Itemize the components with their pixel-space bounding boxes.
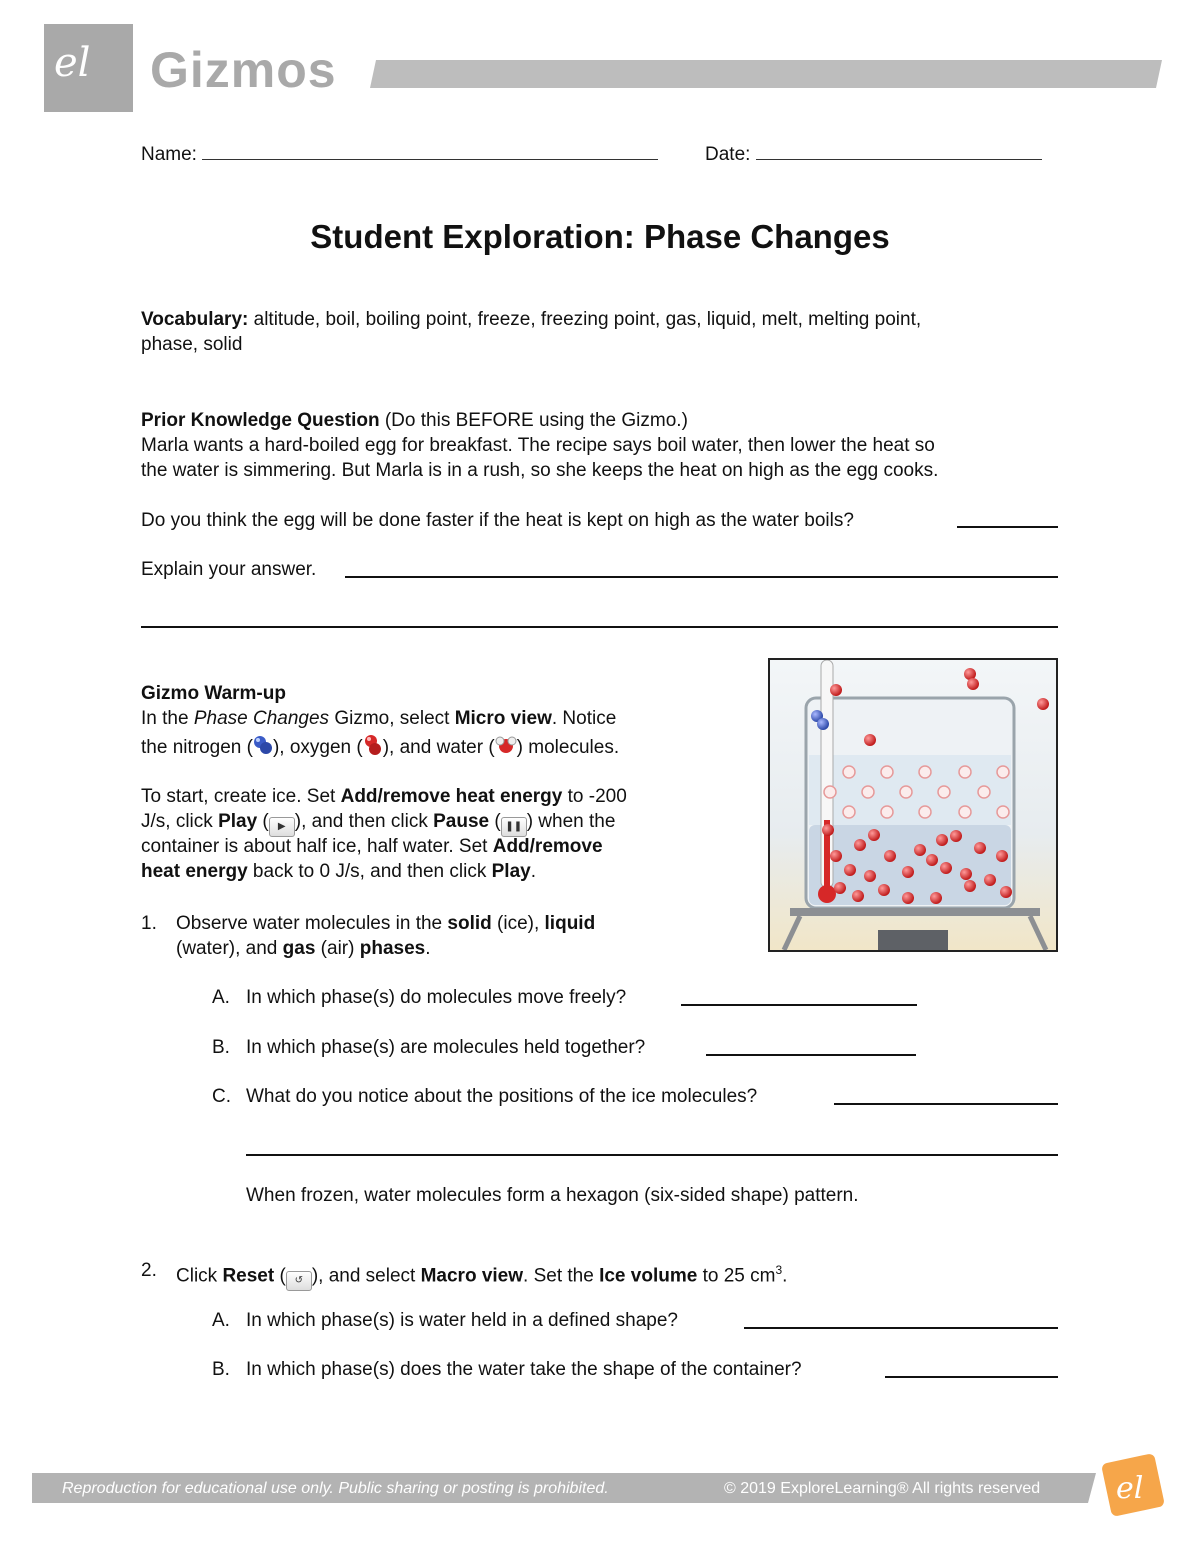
q1b-answer-line[interactable] <box>706 1054 916 1056</box>
warmup-line-1: In the Phase Changes Gizmo, select Micro view. Notice <box>141 708 617 729</box>
name-label: Name: <box>141 144 197 165</box>
q1-number: 1. <box>141 913 157 934</box>
q2b-letter: B. <box>212 1359 230 1380</box>
explain-answer-line-1[interactable] <box>345 576 1058 578</box>
explorelearning-logo: el <box>44 24 133 112</box>
prior-answer-line[interactable] <box>957 526 1058 528</box>
q1c-text: What do you notice about the positions of the ice molecules? <box>246 1086 758 1107</box>
q2-line: Click Reset ( ↺ ), and select Macro view. Set the Ice volume to 25 $cm^3$. <box>176 1258 787 1291</box>
name-line <box>202 159 658 160</box>
pause-icon: ❚❚ <box>501 817 527 837</box>
water-molecule-icon <box>495 734 517 756</box>
q1-line-2: (water), and gas (air) phases. <box>176 938 431 959</box>
warmup-line-2: the nitrogen ( ), oxygen ( ), and water ( ) molecules. <box>141 734 619 760</box>
vocabulary-line-2: phase, solid <box>141 334 243 355</box>
vocabulary-terms: altitude, boil, boiling point, freeze, freezing point, gas, liquid, melt, melting point, <box>253 309 922 330</box>
gizmos-brand: Gizmos <box>150 42 337 98</box>
warmup-step-line-1: To start, create ice. Set Add/remove heat energy to -200 <box>141 786 627 807</box>
q1a-text: In which phase(s) do molecules move freely? <box>246 987 627 1008</box>
prior-question <box>141 508 854 533</box>
q2a-text: In which phase(s) is water held in a defined shape? <box>246 1310 678 1331</box>
q1c-answer-line-1[interactable] <box>834 1103 1058 1105</box>
warmup-step-line-2: J/s, click Play ( ▶ ), and then click Pause ( ❚❚ ) when the <box>141 809 615 837</box>
explain-answer-line-2[interactable] <box>141 626 1058 628</box>
oxygen-molecule-icon <box>363 734 383 756</box>
svg-text:el: el <box>1116 1471 1144 1506</box>
q2b-text: In which phase(s) does the water take the shape of the container? <box>246 1359 802 1380</box>
q2b-answer-line[interactable] <box>885 1376 1058 1378</box>
footer-copyright: © 2019 ExploreLearning® All rights reserved <box>724 1480 1041 1497</box>
q1a-answer-line[interactable] <box>681 1004 917 1006</box>
q2-number: 2. <box>141 1260 157 1281</box>
prior-heading-note: (Do this BEFORE using the Gizmo.) <box>384 410 688 431</box>
q2a-answer-line[interactable] <box>744 1327 1058 1329</box>
vocabulary-label: Vocabulary: <box>141 309 249 330</box>
prior-heading-text: Prior Knowledge Question <box>141 410 380 431</box>
warmup-step-line-3: container is about half ice, half water. Set Add/remove <box>141 836 603 857</box>
prior-paragraph-line-1: Marla wants a hard-boiled egg for breakfast. The recipe says boil water, then lower the heat so <box>141 435 935 456</box>
q1c-letter: C. <box>212 1086 231 1107</box>
q1b-text: In which phase(s) are molecules held together? <box>246 1037 646 1058</box>
phase-changes-micro-view-image <box>768 658 1058 952</box>
name-field[interactable] <box>141 142 658 167</box>
reset-icon: ↺ <box>286 1271 312 1291</box>
prior-question-text: Do you think the egg will be done faster if the heat is kept on high as the water boils? <box>141 510 854 531</box>
page-title: Student Exploration: Phase Changes <box>310 218 890 255</box>
q1b-letter: B. <box>212 1037 230 1058</box>
date-field[interactable] <box>705 142 1042 167</box>
q1-note: When frozen, water molecules form a hexagon (six-sided shape) pattern. <box>246 1185 859 1206</box>
q1-line-1: Observe water molecules in the solid (ice), liquid <box>176 913 596 934</box>
vocabulary-line-1 <box>141 307 921 332</box>
footer-disclaimer: Reproduction for educational use only. Public sharing or posting is prohibited. <box>62 1480 609 1497</box>
date-line <box>756 159 1042 160</box>
warmup-step-line-4: heat energy back to 0 J/s, and then click Play. <box>141 861 536 882</box>
date-label: Date: <box>705 144 751 165</box>
nitrogen-molecule-icon <box>253 734 273 756</box>
explain-label: Explain your answer. <box>141 559 317 580</box>
q1a-letter: A. <box>212 987 230 1008</box>
warmup-heading: Gizmo Warm-up <box>141 683 286 704</box>
play-icon: ▶ <box>269 817 295 837</box>
prior-knowledge-heading <box>141 408 688 433</box>
explorelearning-footer-logo-icon <box>1098 1450 1168 1520</box>
q2a-letter: A. <box>212 1310 230 1331</box>
beaker-illustration <box>770 660 1056 950</box>
q1c-answer-line-2[interactable] <box>246 1154 1058 1156</box>
prior-paragraph-line-2: the water is simmering. But Marla is in a rush, so she keeps the heat on high as the egg cooks. <box>141 460 939 481</box>
header-bar <box>370 60 1162 88</box>
